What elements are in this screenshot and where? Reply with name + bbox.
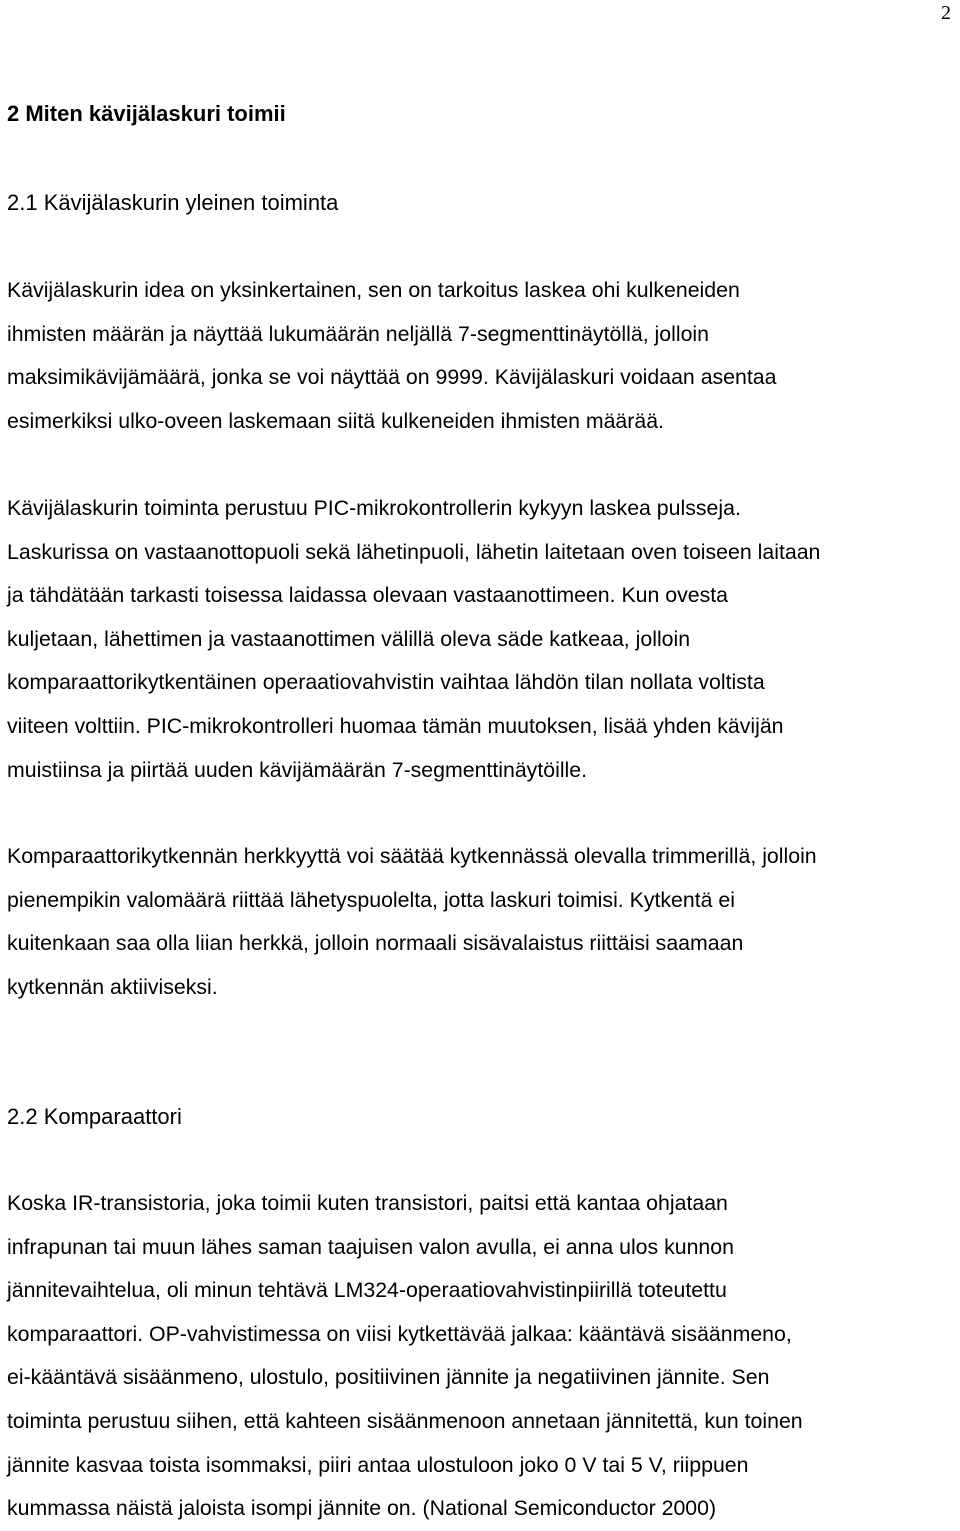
- text-line: viiteen volttiin. PIC-mikrokontrolleri huomaa tämän muutoksen, lisää yhden kävijän: [7, 713, 784, 738]
- section-heading-2-2: 2.2 Komparaattori: [7, 1104, 182, 1129]
- text-line: komparaattorikytkentäinen operaatiovahvistin vaihtaa lähdön tilan nollata voltista: [7, 670, 765, 695]
- text-line: Laskurissa on vastaanottopuoli sekä lähetinpuoli, lähetin laitetaan oven toiseen laitaan: [7, 539, 821, 564]
- page-number: 2: [941, 2, 951, 24]
- text-line: maksimikävijämäärä, jonka se voi näyttää on 9999. Kävijälaskuri voidaan asentaa: [7, 365, 777, 390]
- text-line: kytkennän aktiiviseksi.: [7, 974, 218, 999]
- chapter-heading: 2 Miten kävijälaskuri toimii: [7, 101, 286, 126]
- paragraph-idea: [7, 269, 946, 443]
- text-line: toiminta perustuu siihen, että kahteen sisäänmenoon annetaan jännitettä, kun toinen: [7, 1408, 803, 1433]
- text-line: kummassa näistä jaloista isompi jännite on. (National Semiconductor 2000): [7, 1496, 717, 1521]
- text-line: infrapunan tai muun lähes saman taajuisen valon avulla, ei anna ulos kunnon: [7, 1234, 734, 1259]
- paragraph-sensitivity: [7, 835, 946, 1009]
- text-line: kuitenkaan saa olla liian herkkä, jolloin normaali sisävalaistus riittäisi saamaan: [7, 931, 744, 956]
- text-line: jännite kasvaa toista isommaksi, piiri antaa ulostuloon joko 0 V tai 5 V, riippuen: [7, 1452, 749, 1477]
- text-line: pienempikin valomäärä riittää lähetyspuolelta, jotta laskuri toimisi. Kytkentä ei: [7, 887, 735, 912]
- text-line: Kävijälaskurin toiminta perustuu PIC-mikrokontrollerin kykyyn laskea pulsseja.: [7, 496, 741, 520]
- section-heading-2-1: 2.1 Kävijälaskurin yleinen toiminta: [7, 190, 339, 215]
- text-line: komparaattori. OP-vahvistimessa on viisi kytkettävää jalkaa: kääntävä sisäänmeno,: [7, 1321, 792, 1346]
- paragraph-comparator: [7, 1182, 946, 1531]
- text-line: ei-kääntävä sisäänmeno, ulostulo, positiivinen jännite ja negatiivinen jännite. Sen: [7, 1365, 770, 1390]
- text-line: muistiinsa ja piirtää uuden kävijämäärän 7-segmenttinäytöille.: [7, 757, 588, 782]
- text-line: Kävijälaskurin idea on yksinkertainen, sen on tarkoitus laskea ohi kulkeneiden: [7, 278, 740, 302]
- text-line: ja tähdätään tarkasti toisessa laidassa olevaan vastaanottimeen. Kun ovesta: [7, 583, 728, 608]
- paragraph-operation: [7, 487, 946, 792]
- text-line: Koska IR-transistoria, joka toimii kuten transistori, paitsi että kantaa ohjataan: [7, 1191, 728, 1215]
- text-line: Komparaattorikytkennän herkkyyttä voi säätää kytkennässä olevalla trimmerillä, jolloin: [7, 844, 817, 868]
- text-line: ihmisten määrän ja näyttää lukumäärän neljällä 7-segmenttinäytöllä, jolloin: [7, 321, 709, 346]
- text-line: jännitevaihtelua, oli minun tehtävä LM324-operaatiovahvistinpiirillä toteutettu: [7, 1278, 727, 1303]
- text-line: kuljetaan, lähettimen ja vastaanottimen välillä oleva säde katkeaa, jolloin: [7, 626, 691, 651]
- text-line: esimerkiksi ulko-oveen laskemaan siitä kulkeneiden ihmisten määrää.: [7, 408, 664, 433]
